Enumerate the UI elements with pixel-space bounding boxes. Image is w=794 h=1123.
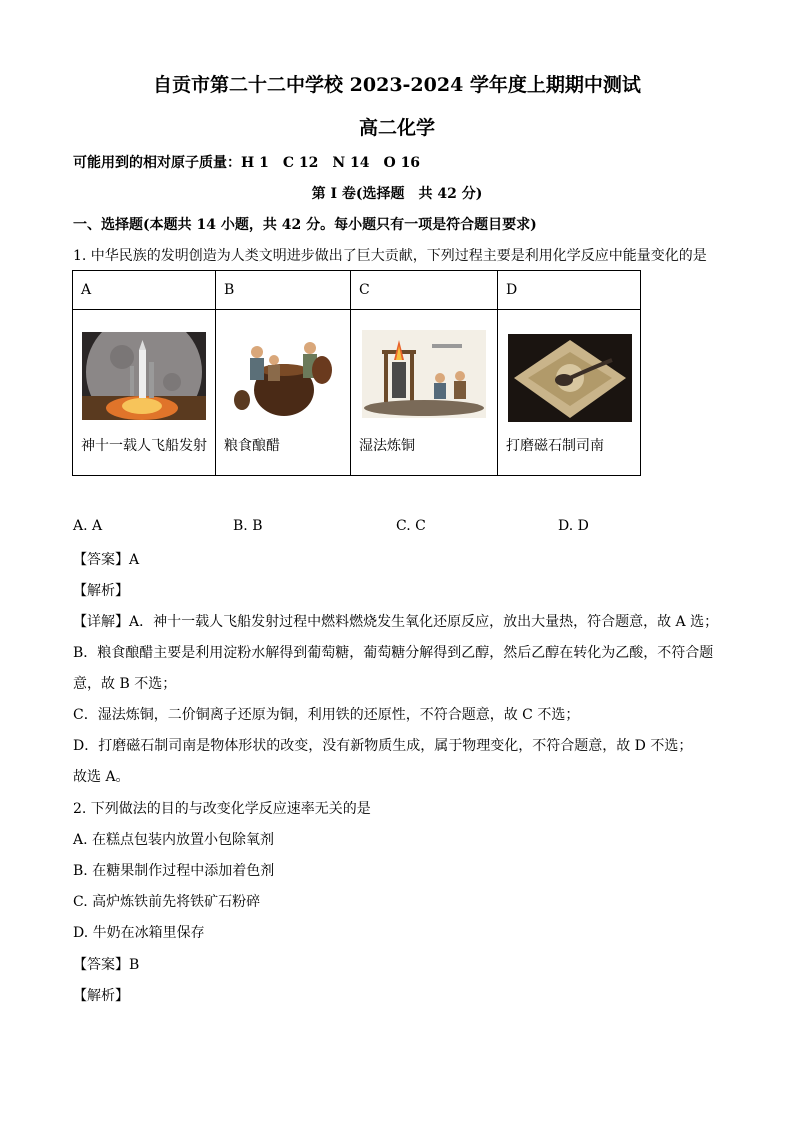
caption-d: 打磨磁石制司南 — [506, 438, 604, 454]
q1-detail-line: D．打磨磁石制司南是物体形状的改变，没有新物质生成，属于物理变化，不符合题意，故 D 不选； — [73, 738, 693, 754]
q2-option-b: B. 在糖果制作过程中添加着色剂 — [73, 863, 275, 879]
q2-stem: 2. 下列做法的目的与改变化学反应速率无关的是 — [73, 801, 371, 817]
copper-smelting-image — [359, 330, 489, 418]
q2-option-d: D. 牛奶在冰箱里保存 — [73, 925, 205, 941]
q1-analysis-label: 【解析】 — [73, 583, 129, 599]
table-cell-c — [351, 310, 498, 476]
caption-a: 神十一载人飞船发射 — [81, 438, 207, 454]
compass-sinan-image — [507, 334, 633, 422]
exam-title: 自贡市第二十二中学校 2023-2024 学年度上期期中测试 — [153, 74, 641, 96]
q2-answer: 【答案】B — [73, 957, 140, 973]
volume-heading: 第 I 卷(选择题 共 42 分) — [311, 186, 483, 202]
q1-detail-line: 【详解】A．神十一载人飞船发射过程中燃料燃烧发生氧化还原反应，放出大量热，符合题意，故 A 选； — [73, 614, 719, 630]
section-heading: 一、选择题(本题共 14 小题，共 42 分。每小题只有一项是符合题目要求) — [73, 217, 537, 233]
atomic-mass-line: 可能用到的相对原子质量：H 1 C 12 N 14 O 16 — [73, 155, 421, 171]
q1-choice-c: C. C — [396, 518, 426, 534]
exam-subject: 高二化学 — [358, 117, 435, 139]
vinegar-brewing-image — [222, 320, 346, 428]
table-cell-a — [73, 310, 216, 476]
q2-option-c: C. 高炉炼铁前先将铁矿石粉碎 — [73, 894, 261, 910]
q1-choice-b: B. B — [233, 518, 263, 534]
q1-detail-line: 故选 A。 — [73, 769, 130, 785]
q1-detail-line: 意，故 B 不选； — [73, 676, 177, 692]
table-header-d: D — [498, 271, 641, 310]
table-header-a: A — [73, 271, 216, 310]
table-header-b: B — [216, 271, 351, 310]
caption-b: 粮食酿醋 — [224, 438, 280, 454]
table-cell-d — [498, 310, 641, 476]
table-cell-b — [216, 310, 351, 476]
q2-option-a: A. 在糕点包装内放置小包除氧剂 — [73, 832, 275, 848]
caption-c: 湿法炼铜 — [359, 438, 415, 454]
q1-choice-a: A. A — [73, 518, 103, 534]
q1-detail-line: B．粮食酿醋主要是利用淀粉水解得到葡萄糖，葡萄糖分解得到乙醇，然后乙醇在转化为乙酸，不符合题 — [73, 645, 714, 661]
q1-stem: 1. 中华民族的发明创造为人类文明进步做出了巨大贡献，下列过程主要是利用化学反应中能量变化的是 — [73, 248, 707, 264]
table-header-c: C — [351, 271, 498, 310]
q1-detail-line: C．湿法炼铜，二价铜离子还原为铜，利用铁的还原性，不符合题意，故 C 不选； — [73, 707, 580, 723]
q2-analysis-label: 【解析】 — [73, 988, 129, 1004]
q1-choice-d: D. D — [558, 518, 589, 534]
q1-options-table — [72, 270, 641, 476]
q1-answer: 【答案】A — [73, 552, 140, 568]
rocket-launch-image — [82, 332, 206, 420]
